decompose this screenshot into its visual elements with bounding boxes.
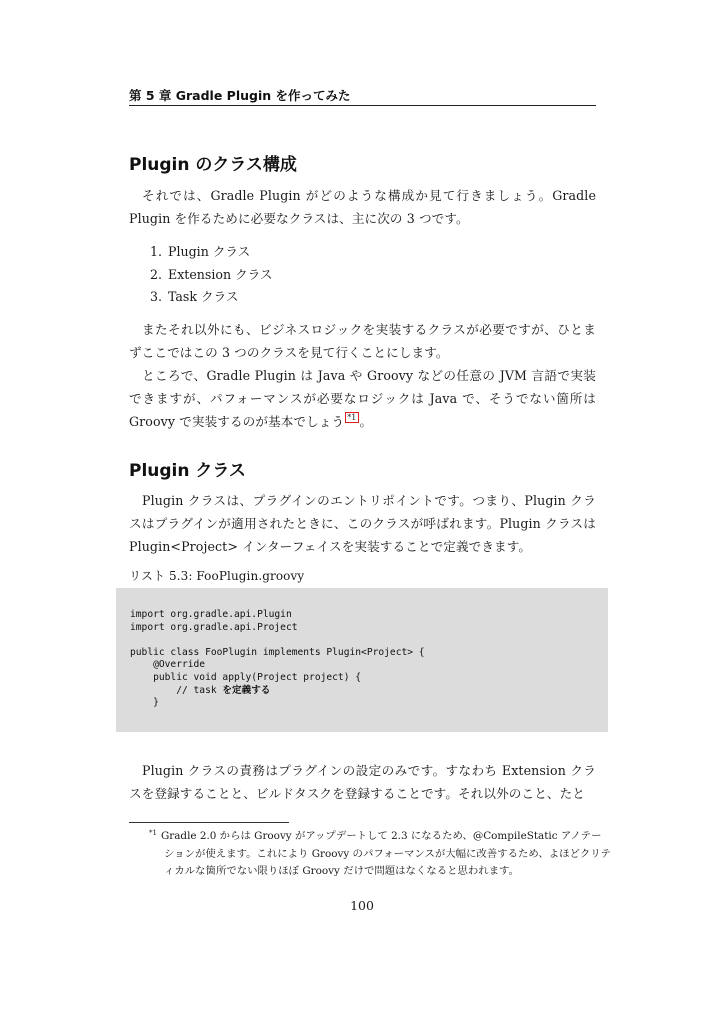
- code-listing: [116, 588, 608, 732]
- list-item: 3. Task クラス: [150, 289, 239, 304]
- listing-caption: リスト 5.3: FooPlugin.groovy: [129, 569, 305, 583]
- list-item: 2. Extension クラス: [150, 266, 273, 282]
- footnote-reference-link[interactable]: *1: [347, 413, 357, 422]
- section-heading-plugin-class: Plugin クラス: [129, 461, 246, 481]
- paragraph-business-logic: またそれ以外にも、ビジネスロジックを実装するクラスが必要ですが、ひとまずここではこの 3 つのクラスを見て行くことにします。: [129, 322, 596, 360]
- footnote-rule: [129, 822, 289, 823]
- header-rule: [129, 105, 596, 106]
- paragraph-jvm-languages: ところで、Gradle Plugin は Java や Groovy などの任意の JVM 言語で実装できますが、パフォーマンスが必要なロジックは Java で、そうでない箇所は Groovy で実装するのが基本でしょう *1 。: [129, 368, 596, 429]
- paragraph-plugin-entrypoint: Plugin クラスは、プラグインのエントリポイントです。つまり、Plugin クラスはプラグインが適用されたときに、このクラスが呼ばれます。Plugin クラスは Plugin<Project> インターフェイスを実装することで定義できます。: [129, 493, 596, 554]
- class-list: [150, 241, 273, 309]
- paragraph-plugin-responsibility: Plugin クラスの責務はプラグインの設定のみです。すなわち Extension クラスを登録することと、ビルドタスクを登録することです。それ以外のこと、たと: [129, 763, 596, 801]
- code-text: import org.gradle.api.Plugin import org.gradle.api.Project public class FooPlugin implements Plugin<Project> { @Override public void apply(Project project) { // task を定義する }: [130, 609, 425, 709]
- intro-paragraph: それでは、Gradle Plugin がどのような構成か見て行きましょう。Gradle Plugin を作るために必要なクラスは、主に次の 3 つです。: [129, 188, 596, 226]
- footnote-mark: *1: [149, 829, 157, 837]
- list-item: 1. Plugin クラス: [150, 244, 251, 259]
- running-header: 第 5 章 Gradle Plugin を作ってみた: [129, 88, 351, 103]
- section-heading-plugin-class-structure: Plugin のクラス構成: [129, 155, 297, 175]
- page-number: 100: [350, 898, 374, 913]
- footnote: $^{*1}$ Gradle 2.0 からは Groovy がアップデートして 2.3 になるため、@CompileStatic アノテーションが使えます。これにより Groovy のパフォーマンスが大幅に改善するため、よほどクリティカルな箇所でない限りほぼ Groovy だけで問題はなくなると思われます。: [149, 829, 611, 877]
